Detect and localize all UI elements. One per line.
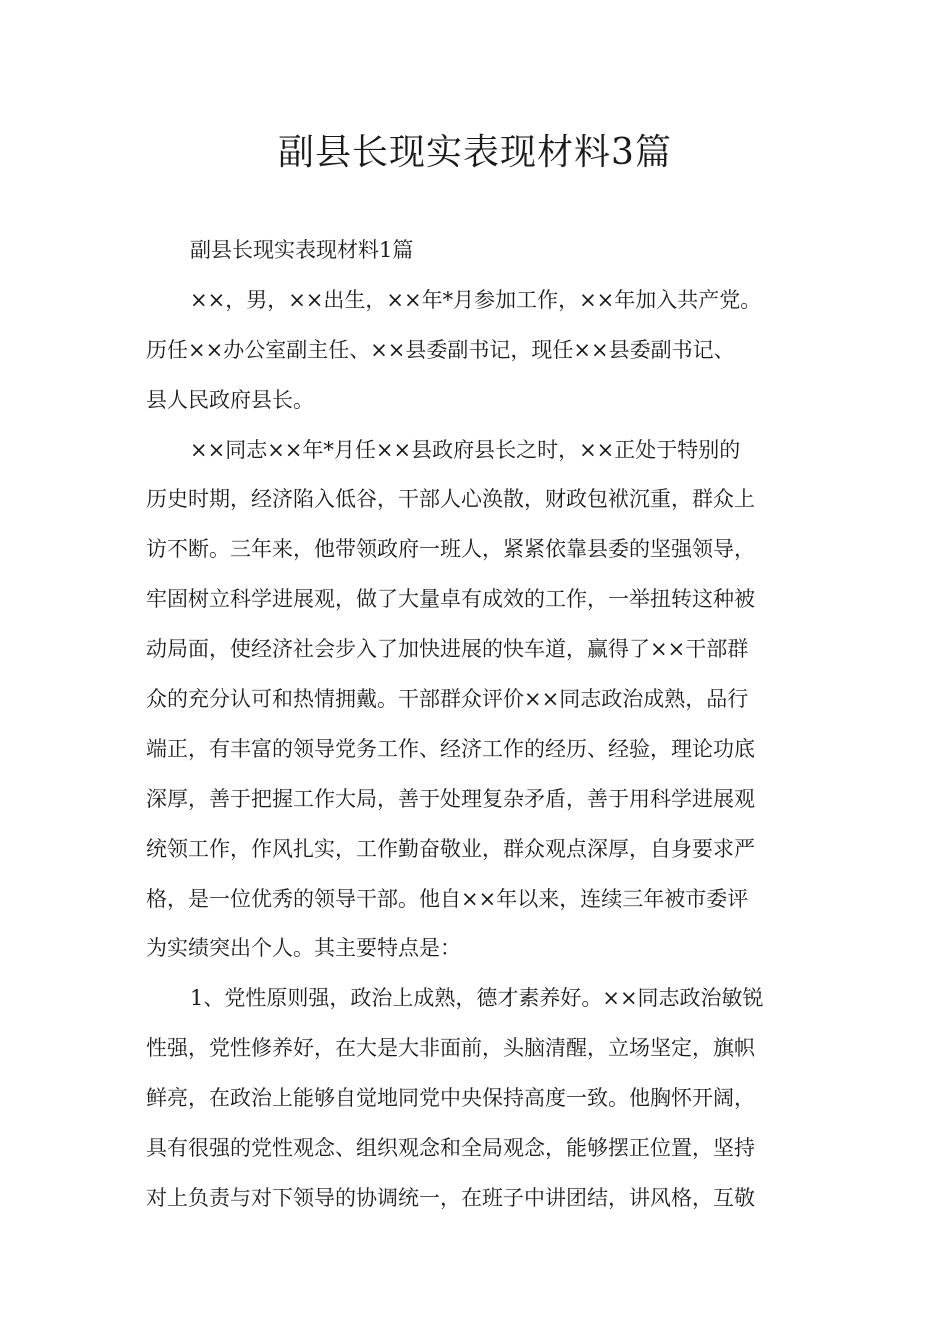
paragraph-line: 县人民政府县长。 bbox=[146, 387, 314, 412]
paragraph-line: 鲜亮，在政治上能够自觉地同党中央保持高度一致。他胸怀开阔， bbox=[146, 1086, 755, 1111]
paragraph-line: 众的充分认可和热情拥戴。干部群众评价××同志政治成熟，品行 bbox=[146, 687, 749, 712]
paragraph-line: 对上负责与对下领导的协调统一，在班子中讲团结，讲风格，互敬 bbox=[146, 1185, 755, 1210]
paragraph-line: 动局面，使经济社会步入了加快进展的快车道，赢得了××干部群 bbox=[146, 637, 749, 662]
paragraph-line: 访不断。三年来，他带领政府一班人，紧紧依靠县委的坚强领导， bbox=[146, 537, 755, 562]
document-body bbox=[146, 226, 810, 1224]
paragraph-line: 历史时期，经济陷入低谷，干部人心涣散，财政包袱沉重，群众上 bbox=[146, 487, 755, 512]
document-title: 副县长现实表现材料3篇 bbox=[278, 132, 672, 173]
paragraph-line: 性强，党性修养好，在大是大非面前，头脑清醒，立场坚定，旗帜 bbox=[146, 1036, 755, 1061]
subtitle-line: 副县长现实表现材料1篇 bbox=[190, 238, 414, 262]
paragraph-line: ××同志××年*月任××县政府县长之时，××正处于特别的 bbox=[190, 437, 741, 462]
paragraph-line: 统领工作，作风扎实，工作勤奋敬业，群众观点深厚，自身要求严 bbox=[146, 836, 755, 861]
paragraph-line: 格，是一位优秀的领导干部。他自××年以来，连续三年被市委评 bbox=[146, 886, 749, 911]
paragraph-line: 端正，有丰富的领导党务工作、经济工作的经历、经验，理论功底 bbox=[146, 736, 755, 761]
paragraph-line: 具有很强的党性观念、组织观念和全局观念，能够摆正位置，坚持 bbox=[146, 1136, 755, 1161]
paragraph-line: 深厚，善于把握工作大局，善于处理复杂矛盾，善于用科学进展观 bbox=[146, 786, 755, 811]
paragraph-line: 牢固树立科学进展观，做了大量卓有成效的工作，一举扭转这种被 bbox=[146, 587, 755, 612]
paragraph-line: 历任××办公室副主任、××县委副书记，现任××县委副书记、 bbox=[146, 337, 735, 362]
paragraph-line: 1、党性原则强，政治上成熟，德才素养好。××同志政治敏锐 bbox=[190, 986, 764, 1011]
paragraph-line: ××，男，××出生，××年*月参加工作，××年加入共产党。 bbox=[190, 287, 762, 312]
paragraph-line: 为实绩突出个人。其主要特点是： bbox=[146, 936, 461, 961]
